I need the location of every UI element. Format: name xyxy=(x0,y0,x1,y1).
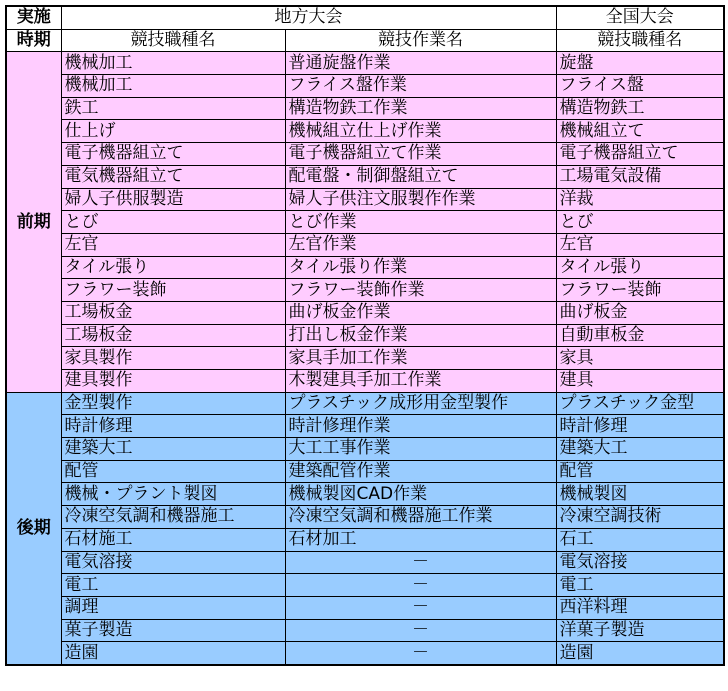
local-work-cell: － xyxy=(285,574,556,597)
national-job-cell: 左官 xyxy=(556,233,724,256)
table-row xyxy=(6,256,724,279)
table-row xyxy=(6,415,724,438)
local-work-cell: － xyxy=(285,619,556,642)
table-row xyxy=(6,301,724,324)
local-job-cell: 造園 xyxy=(61,642,285,665)
table-row xyxy=(6,143,724,166)
table-row xyxy=(6,211,724,234)
local-job-cell: タイル張り xyxy=(61,256,285,279)
national-job-cell: 構造物鉄工 xyxy=(556,97,724,120)
national-job-cell: 建具 xyxy=(556,370,724,393)
national-job-cell: フラワー装飾 xyxy=(556,279,724,302)
table-row xyxy=(6,165,724,188)
table-row xyxy=(6,483,724,506)
local-work-cell: プラスチック成形用金型製作 xyxy=(285,392,556,415)
national-job-cell: 洋菓子製造 xyxy=(556,619,724,642)
local-job-cell: 金型製作 xyxy=(61,392,285,415)
national-job-cell: 配管 xyxy=(556,460,724,483)
national-job-cell: 旋盤 xyxy=(556,52,724,75)
header-row-1 xyxy=(6,6,724,29)
national-job-cell: 冷凍空調技術 xyxy=(556,506,724,529)
table-row xyxy=(6,75,724,98)
table-row xyxy=(6,528,724,551)
table-row xyxy=(6,574,724,597)
local-job-cell: 電気溶接 xyxy=(61,551,285,574)
local-job-cell: 石材施工 xyxy=(61,528,285,551)
national-job-cell: 電工 xyxy=(556,574,724,597)
local-job-cell: 電気機器組立て xyxy=(61,165,285,188)
local-job-cell: 鉄工 xyxy=(61,97,285,120)
header-row-2 xyxy=(6,29,724,52)
skills-competition-table xyxy=(5,5,725,666)
table-row xyxy=(6,506,724,529)
national-job-cell: 機械製図 xyxy=(556,483,724,506)
local-job-cell: 婦人子供服製造 xyxy=(61,188,285,211)
local-work-cell: 家具手加工作業 xyxy=(285,347,556,370)
local-work-cell: 構造物鉄工作業 xyxy=(285,97,556,120)
table-row xyxy=(6,324,724,347)
local-job-cell: 機械加工 xyxy=(61,75,285,98)
table-row xyxy=(6,97,724,120)
local-job-cell: 建具製作 xyxy=(61,370,285,393)
local-work-cell: 木製建具手加工作業 xyxy=(285,370,556,393)
local-job-cell: 菓子製造 xyxy=(61,619,285,642)
national-job-cell: 建築大工 xyxy=(556,438,724,461)
table-row xyxy=(6,596,724,619)
local-job-cell: 建築大工 xyxy=(61,438,285,461)
national-job-cell: 時計修理 xyxy=(556,415,724,438)
local-work-cell: とび作業 xyxy=(285,211,556,234)
local-work-cell: － xyxy=(285,551,556,574)
table-row xyxy=(6,438,724,461)
early-period-cell: 前期 xyxy=(6,52,61,392)
local-work-cell: 時計修理作業 xyxy=(285,415,556,438)
table-body xyxy=(6,52,724,665)
local-work-cell: 建築配管作業 xyxy=(285,460,556,483)
national-job-cell: プラスチック金型 xyxy=(556,392,724,415)
local-work-cell: 打出し板金作業 xyxy=(285,324,556,347)
local-work-cell: タイル張り作業 xyxy=(285,256,556,279)
local-job-cell: フラワー装飾 xyxy=(61,279,285,302)
local-work-cell: フラワー装飾作業 xyxy=(285,279,556,302)
local-competition-header: 地方大会 xyxy=(61,6,556,29)
local-job-cell: 電子機器組立て xyxy=(61,143,285,166)
national-job-cell: 工場電気設備 xyxy=(556,165,724,188)
local-work-cell: 機械製図CAD作業 xyxy=(285,483,556,506)
local-work-cell: 電子機器組立て作業 xyxy=(285,143,556,166)
local-job-cell: 工場板金 xyxy=(61,324,285,347)
national-job-cell: 西洋料理 xyxy=(556,596,724,619)
national-job-cell: とび xyxy=(556,211,724,234)
table-row xyxy=(6,120,724,143)
national-job-cell: 自動車板金 xyxy=(556,324,724,347)
period-header: 実施 xyxy=(6,6,61,29)
local-work-cell: － xyxy=(285,596,556,619)
local-work-header: 競技作業名 xyxy=(285,29,556,52)
table-row xyxy=(6,460,724,483)
local-work-cell: － xyxy=(285,642,556,665)
national-job-cell: タイル張り xyxy=(556,256,724,279)
local-job-cell: 仕上げ xyxy=(61,120,285,143)
local-job-cell: 工場板金 xyxy=(61,301,285,324)
table-row xyxy=(6,551,724,574)
national-job-cell: 石工 xyxy=(556,528,724,551)
local-job-cell: 配管 xyxy=(61,460,285,483)
late-period-cell: 後期 xyxy=(6,392,61,665)
local-work-cell: フライス盤作業 xyxy=(285,75,556,98)
local-work-cell: 婦人子供注文服製作作業 xyxy=(285,188,556,211)
local-work-cell: 普通旋盤作業 xyxy=(285,52,556,75)
local-job-cell: 機械加工 xyxy=(61,52,285,75)
local-job-cell: 家具製作 xyxy=(61,347,285,370)
table-row xyxy=(6,347,724,370)
national-job-cell: 曲げ板金 xyxy=(556,301,724,324)
table-row xyxy=(6,52,724,75)
local-job-header: 競技職種名 xyxy=(61,29,285,52)
local-work-cell: 大工工事作業 xyxy=(285,438,556,461)
national-competition-header: 全国大会 xyxy=(556,6,724,29)
table-row xyxy=(6,370,724,393)
national-job-header: 競技職種名 xyxy=(556,29,724,52)
local-job-cell: とび xyxy=(61,211,285,234)
table-row xyxy=(6,642,724,665)
national-job-cell: 電気溶接 xyxy=(556,551,724,574)
local-job-cell: 機械・プラント製図 xyxy=(61,483,285,506)
local-work-cell: 配電盤・制御盤組立て xyxy=(285,165,556,188)
table-row xyxy=(6,619,724,642)
local-job-cell: 時計修理 xyxy=(61,415,285,438)
national-job-cell: 家具 xyxy=(556,347,724,370)
period-header-line2: 時期 xyxy=(6,29,61,52)
local-job-cell: 電工 xyxy=(61,574,285,597)
national-job-cell: 造園 xyxy=(556,642,724,665)
local-work-cell: 機械組立仕上げ作業 xyxy=(285,120,556,143)
national-job-cell: 洋裁 xyxy=(556,188,724,211)
table-row xyxy=(6,279,724,302)
national-job-cell: フライス盤 xyxy=(556,75,724,98)
national-job-cell: 電子機器組立て xyxy=(556,143,724,166)
table-row xyxy=(6,392,724,415)
local-work-cell: 左官作業 xyxy=(285,233,556,256)
local-job-cell: 冷凍空気調和機器施工 xyxy=(61,506,285,529)
local-job-cell: 左官 xyxy=(61,233,285,256)
table-row xyxy=(6,233,724,256)
local-work-cell: 曲げ板金作業 xyxy=(285,301,556,324)
table-row xyxy=(6,188,724,211)
national-job-cell: 機械組立て xyxy=(556,120,724,143)
local-work-cell: 石材加工 xyxy=(285,528,556,551)
local-job-cell: 調理 xyxy=(61,596,285,619)
local-work-cell: 冷凍空気調和機器施工作業 xyxy=(285,506,556,529)
